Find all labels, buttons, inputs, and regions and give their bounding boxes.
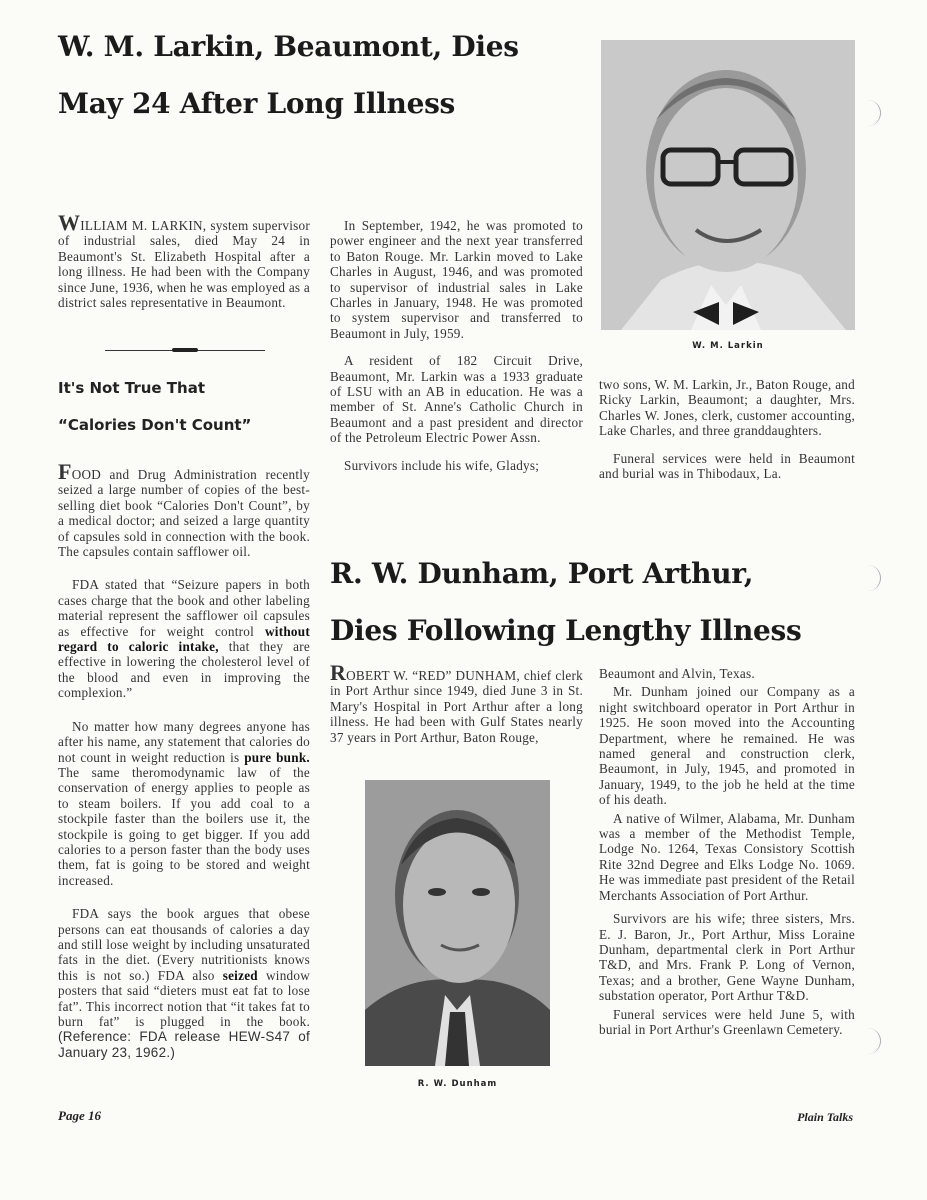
page-number: Page 16 [58, 1108, 101, 1123]
paragraph [58, 577, 310, 700]
text: that they are effective in lowering the cholesterol level of the blood and even in improving the complexion.” [58, 639, 311, 701]
paragraph: Funeral services were held June 5, with burial in Port Arthur's Greenlawn Cemetery. [599, 1006, 855, 1037]
paragraph: Survivors are his wife; three sisters, Mrs. E. J. Baron, Jr., Port Arthur, Miss Loraine Dunham, departmental clerk in Port Arthur T&D, and Mrs. Frank P. Long of Vernon, Texas; and a brother, Gene Wayne Dunham, substation operator, Port Arthur T&D. [599, 911, 855, 1004]
larkin-photo [601, 40, 855, 330]
drop-cap: F [58, 459, 72, 484]
paragraph: Beaumont and Alvin, Texas. [599, 666, 755, 681]
paragraph [58, 210, 310, 311]
paragraph-text: ILLIAM M. LARKIN, system supervisor of industrial sales, died May 24 in Beaumont's St. Elizabeth Hospital after a long illness. He had been with the Company since June, 1936, when he was employed as a district sales representative in Beaumont. [58, 218, 310, 311]
paragraph: A native of Wilmer, Alabama, Mr. Dunham was a member of the Methodist Temple, Lodge No. 1264, Texas Consistory Scottish Rite 32nd Degree and Elks Lodge No. 1069. He was immediate past president of the Retail Merchants Association of Port Arthur. [599, 810, 855, 903]
headline-dunham [330, 545, 850, 659]
larkin-column-3 [599, 377, 855, 490]
portrait-image [365, 780, 550, 1066]
larkin-column-2 [330, 218, 583, 482]
binder-hole-mark [866, 100, 881, 126]
text: FDA says the book argues that obese persons can eat thousands of calories a day and still lose weight by including unsaturated fats in the diet. (Every nutritionists knows this is not so.) FDA also [58, 906, 310, 983]
paragraph: two sons, W. M. Larkin, Jr., Baton Rouge, and Ricky Larkin, Beaumont; a daughter, Mrs. Charles W. Jones, clerk, customer accounting, Lake Charles, and three granddaughters. [599, 377, 855, 439]
calories-article [58, 459, 311, 1069]
subheading-calories [58, 370, 318, 444]
reference-note: (Reference: FDA release HEW-S47 of January 23, 1962.) [58, 1029, 310, 1060]
larkin-column-1 [58, 210, 310, 319]
paragraph [330, 660, 583, 745]
text: FDA stated that “Seizure papers in both cases charge that the book and other labeling material represent the safflower oil capsules as effective for weight control [58, 577, 310, 639]
binder-hole-mark [866, 1028, 881, 1054]
dunham-photo [365, 780, 550, 1066]
headline-line: Dies Following Lengthy Illness [330, 614, 802, 647]
text: The same theromodynamic law of the conservation of energy applies to people as to steam boilers. If you add coal to a stockpile faster than the boilers use it, the stockpile is going to get bigger. If you add calories to a person faster than the body uses them, fat is going to be stored and weight increased. [58, 764, 310, 888]
text: window posters that said “dieters must eat fat to lose fat”. This incorrect notion that “it takes fat to burn fat” is plugged in the book. [58, 967, 310, 1029]
dunham-column-2 [599, 666, 855, 1046]
dunham-photo-caption: R. W. Dunham [417, 1079, 498, 1089]
drop-cap: W [58, 210, 81, 235]
paragraph: Survivors include his wife, Gladys; [344, 457, 540, 473]
paragraph [58, 719, 310, 888]
larkin-photo-caption: W. M. Larkin [692, 341, 764, 351]
headline-line: R. W. Dunham, Port Arthur, [330, 557, 754, 590]
paragraph-text: OBERT W. “RED” DUNHAM, chief clerk in Port Arthur since 1949, died June 3 in St. Mary's Hospital in Port Arthur after a long illness. He had been with Gulf States nearly 37 years in Port Arthur, Baton Rouge, [330, 668, 583, 745]
divider-ornament [172, 348, 198, 352]
paragraph: Funeral services were held in Beaumont and burial was in Thibodaux, La. [599, 450, 855, 482]
text: No matter how many degrees anyone has after his name, any statement that calories do not count in weight reduction is [58, 718, 310, 765]
binder-hole-mark [866, 565, 881, 591]
headline-larkin [58, 18, 578, 132]
paragraph: In September, 1942, he was promoted to power engineer and the next year transferred to Baton Rouge. Mr. Larkin moved to Lake Charles in August, 1946, and was promoted to supervisor of industrial sales in Lake Charles in January, 1948. He was promoted to system supervisor and transferred to Beaumont in July, 1959. [330, 218, 583, 341]
subheading-line: “Calories Don't Count” [58, 416, 252, 434]
bold-text: seized [222, 967, 258, 983]
headline-line: May 24 After Long Illness [58, 87, 456, 120]
paragraph-text: OOD and Drug Administration recently seized a large number of copies of the best-selling diet book “Calories Don't Count”, by a medical doctor; and seized a large quantity of capsules sold in connection with the book. The capsules contain safflower oil. [58, 467, 310, 560]
portrait-image [601, 40, 855, 330]
subheading-line: It's Not True That [58, 379, 206, 397]
paragraph: Mr. Dunham joined our Company as a night switchboard operator in Port Arthur in 1925. He soon moved into the Accounting Department, where he remained. He was named general and construction clerk, Beaumont, in July, 1945, and promoted in January, 1949, to the job he held at the time of his death. [599, 684, 855, 808]
drop-cap: R [330, 660, 347, 685]
paragraph [58, 906, 310, 1060]
publication-name: Plain Talks [797, 1110, 853, 1124]
bold-text: pure bunk. [244, 749, 310, 765]
headline-line: W. M. Larkin, Beaumont, Dies [58, 30, 519, 63]
paragraph [58, 459, 310, 560]
dunham-column-1 [330, 660, 583, 754]
bold-text: without regard to caloric intake, [58, 623, 310, 655]
paragraph: A resident of 182 Circuit Drive, Beaumont, Mr. Larkin was a 1933 graduate of LSU with an AB in education. He was a member of St. Anne's Catholic Church in Beaumont and a past president and director of the Petroleum Electric Power Assn. [330, 353, 583, 446]
